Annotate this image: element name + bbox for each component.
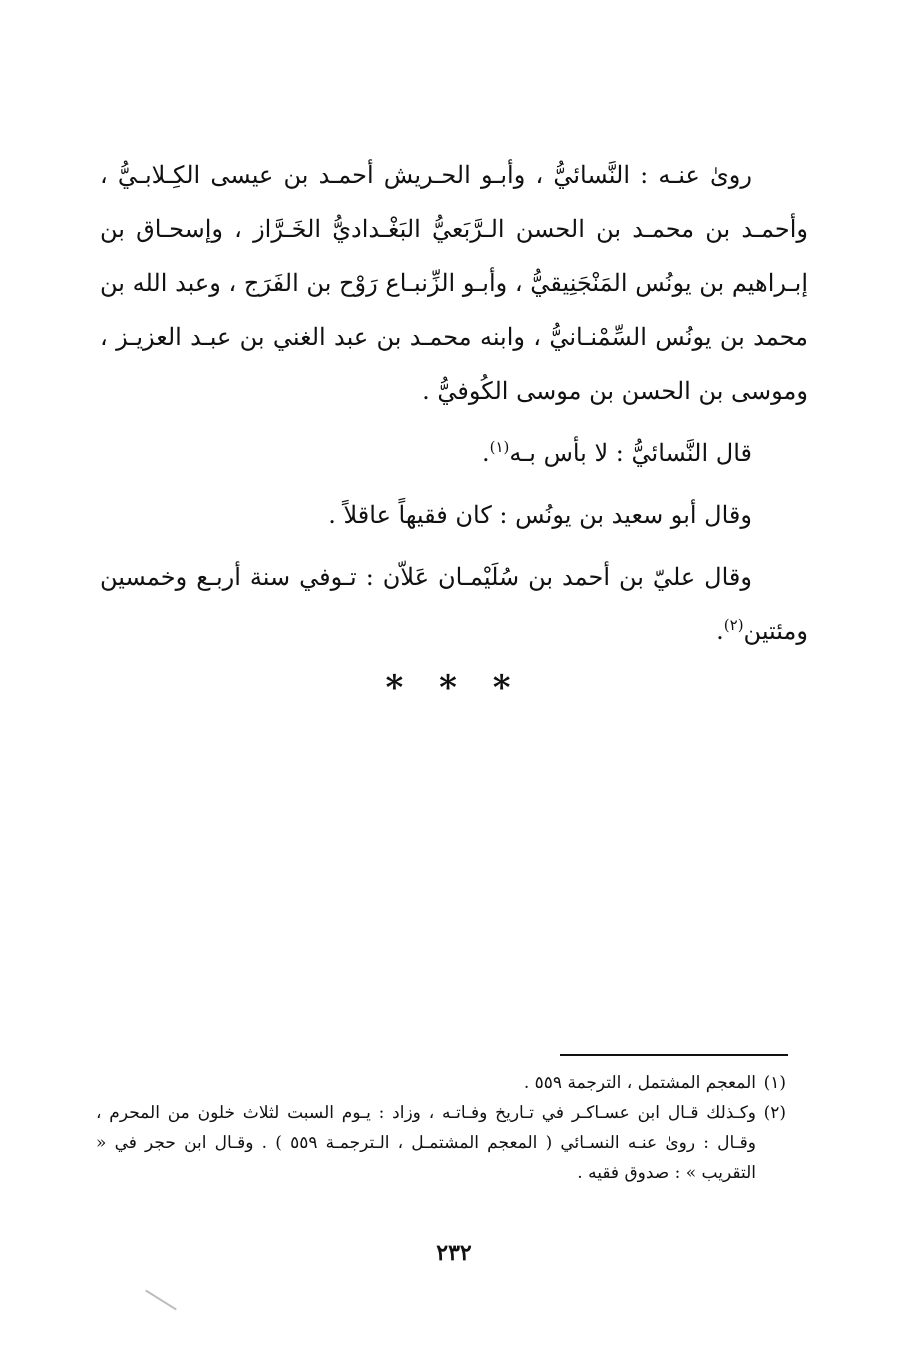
main-text — [100, 148, 808, 658]
narrators-paragraph: روىٰ عنـه : النَّسائيُّ ، وأبـو الحـريش أحمـد بن عيسى الكِـلابـيُّ ، وأحمـد بن محمـد بن الحسن الـرَّبَعيُّ البَغْـداديُّ الخَـرَّاز ، وإسحـاق بن إبـراهيم بن يونُس المَنْجَنِيقيُّ ، وأبـو الزِّنبـاع رَوْح بن الفَرَج ، وعبد الله بن محمد بن يونُس السِّمْنـانيُّ ، وابنه محمـد بن عبد الغني بن عبـد العزيـز ، وموسى بن الحسن بن موسى الكُوفيُّ . — [100, 161, 808, 405]
footnotes — [96, 1068, 786, 1188]
allan-quote-end: . — [716, 617, 724, 645]
section-separator: * * * — [385, 668, 523, 708]
scan-artifact-line — [145, 1290, 177, 1311]
nasai-quote-text: قال النَّسائيُّ : لا بأس بـه — [509, 439, 752, 467]
footnote-number: (٢) — [763, 1103, 786, 1123]
page-number: ٢٣٢ — [436, 1240, 472, 1266]
nasai-quote-end: . — [481, 439, 490, 467]
footnote-rule — [560, 1054, 788, 1056]
nasai-quote — [100, 426, 808, 480]
allan-quote — [100, 550, 808, 658]
footnote-2 — [96, 1098, 786, 1188]
footnote-marker-2: (٢) — [723, 616, 744, 634]
allan-quote-text: وقال عليّ بن أحمد بن سُلَيْمـان عَلاّن : تـوفي سنة أربـع وخمسين ومئتين — [100, 563, 808, 645]
footnote-number: (١) — [763, 1073, 786, 1093]
ibn-yunus-quote: وقال أبو سعيد بن يونُس : كان فقيهاً عاقلاً . — [328, 501, 752, 529]
footnote-text: المعجم المشتمل ، الترجمة ٥٥٩ . — [523, 1073, 756, 1093]
footnote-1 — [96, 1068, 786, 1098]
footnote-text: وكـذلك قـال ابن عسـاكـر في تـاريخ وفـاتـه ، وزاد : يـوم السبت لثلاث خلون من المحرم ، وقـال : روىٰ عنـه النسـائي ( المعجم المشتمـل ، الـترجمـة ٥٥٩ ) . وقـال ابن حجر في « التقريب » : صدوق فقيه . — [96, 1103, 757, 1183]
footnote-marker-1: (١) — [489, 438, 510, 456]
